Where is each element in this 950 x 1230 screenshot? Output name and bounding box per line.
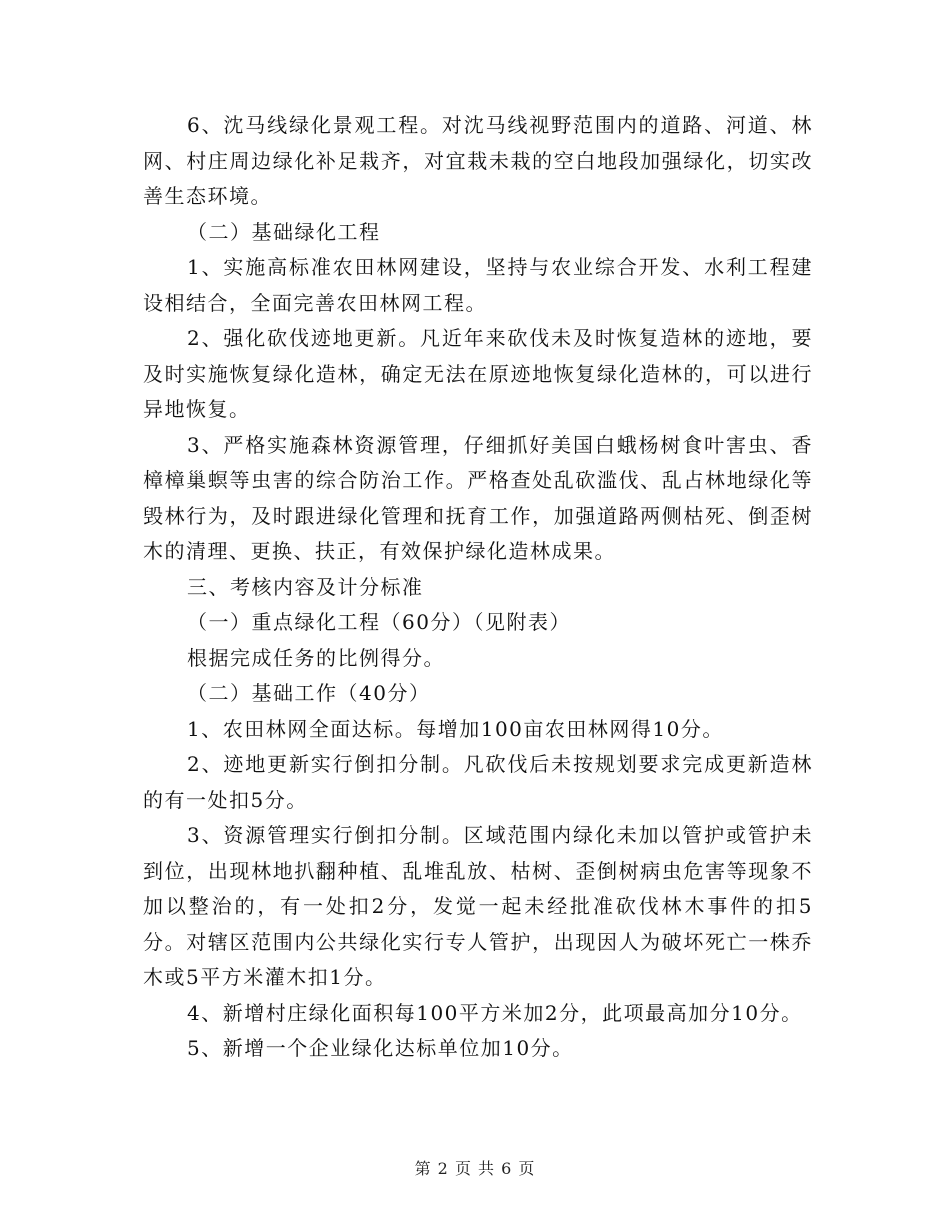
page-footer: [0, 1156, 950, 1179]
paragraph-item-1-farmland: 1、实施高标准农田林网建设，坚持与农业综合开发、水利工程建设相结合，全面完善农田林网工程。: [143, 255, 813, 315]
paragraph-score-3: 3、资源管理实行倒扣分制。区域范围内绿化未加以管护或管护未到位，出现林地扒翻种植、乱堆乱放、枯树、歪倒树病虫危害等现象不加以整治的，有一处扣2分，发觉一起未经批准砍伐林木事件的扣5分。对辖区范围内公共绿化实行专人管护，出现因人为破坏死亡一株乔木或5平方米灌木扣1分。: [143, 823, 813, 989]
paragraph-score-1: 1、农田林网全面达标。每增加100亩农田林网得10分。: [187, 716, 724, 741]
subheading-key-projects: （一）重点绿化工程（60分）（见附表）: [187, 610, 571, 634]
document-body: [143, 108, 813, 1067]
subheading-basic-work: （二）基础工作（40分）: [187, 681, 431, 705]
section-heading-assessment: 三、考核内容及计分标准: [187, 574, 424, 599]
paragraph-item-6: 6、沈马线绿化景观工程。对沈马线视野范围内的道路、河道、林网、村庄周边绿化补足栽齐，对宜栽未栽的空白地段加强绿化，切实改善生态环境。: [143, 113, 813, 208]
paragraph-item-2-logging: 2、强化砍伐迹地更新。凡近年来砍伐未及时恢复造林的迹地，要及时实施恢复绿化造林，确定无法在原迹地恢复绿化造林的，可以进行异地恢复。: [143, 326, 813, 421]
paragraph-score-2: 2、迹地更新实行倒扣分制。凡砍伐后未按规划要求完成更新造林的有一处扣5分。: [143, 752, 813, 812]
page-number: 第 2 页 共 6 页: [414, 1159, 536, 1178]
paragraph-score-5: 5、新增一个企业绿化达标单位加10分。: [187, 1036, 574, 1060]
paragraph-scoring-ratio: 根据完成任务的比例得分。: [187, 645, 445, 670]
paragraph-score-4: 4、新增村庄绿化面积每100平方米加2分，此项最高加分10分。: [187, 1000, 803, 1025]
section-heading-basic-greening: （二）基础绿化工程: [187, 219, 381, 244]
paragraph-item-3-forest-management: 3、严格实施森林资源管理，仔细抓好美国白蛾杨树食叶害虫、香樟樟巢螟等虫害的综合防治工作。严格查处乱砍滥伐、乱占林地绿化等毁林行为，及时跟进绿化管理和抚育工作，加强道路两侧枯死、倒歪树木的清理、更换、扶正，有效保护绿化造林成果。: [143, 432, 813, 563]
